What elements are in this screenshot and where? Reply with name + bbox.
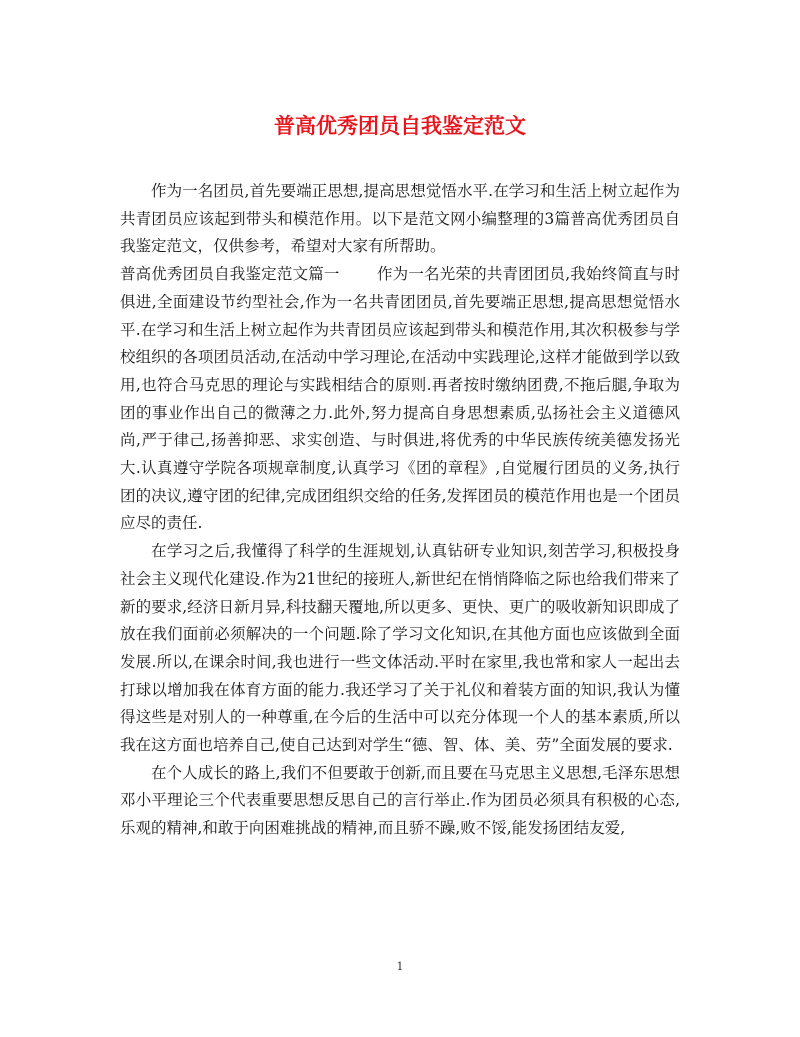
section-one-paragraph	[120, 261, 680, 538]
paragraph-study: 在学习之后,我懂得了科学的生涯规划,认真钻研专业知识,刻苦学习,积极投身社会主义现代化建设.作为21世纪的接班人,新世纪在悄悄降临之际也给我们带来了新的要求,经济日新月异,科技翻天覆地,所以更多、更快、更广的吸收新知识即成了放在我们面前必须解决的一个问题.除了学习文化知识,在其他方面也应该做到全面发展.所以,在课余时间,我也进行一些文体活动.平时在家里,我也常和家人一起出去打球以增加我在体育方面的能力.我还学习了关于礼仪和着装方面的知识,我认为懂得这些是对别人的一种尊重,在今后的生活中可以充分体现一个人的基本素质,所以我在这方面也培养自己,使自己达到对学生“德、智、体、美、劳”全面发展的要求.	[120, 542, 680, 755]
document-title: 普高优秀团员自我鉴定范文	[274, 113, 526, 138]
section-heading: 普高优秀团员自我鉴定范文篇一	[120, 265, 340, 284]
paragraph-growth: 在个人成长的路上,我们不但要敢于创新,而且要在马克思主义思想,毛泽东思想邓小平理论三个代表重要思想反思自己的言行举止.作为团员必须具有积极的心态,乐观的精神,和敢于向困难挑战的精神,而且骄不躁,败不馁,能发扬团结友爱,	[120, 763, 680, 838]
section-one-text: 作为一名光荣的共青团团员,我始终简直与时俱进,全面建设节约型社会,作为一名共青团团员,首先要端正思想,提高思想觉悟水平.在学习和生活上树立起作为共青团员应该起到带头和模范作用,其次积极参与学校组织的各项团员活动,在活动中学习理论,在活动中实践理论,这样才能做到学以致用,也符合马克思的理论与实践相结合的原则.再者按时缴纳团费,不拖后腿,争取为团的事业作出自己的微薄之力.此外,努力提高自身思想素质,弘扬社会主义道德风尚,严于律己,扬善抑恶、求实创造、与时俱进,将优秀的中华民族传统美德发扬光大.认真遵守学院各项规章制度,认真学习《团的章程》,自觉履行团员的义务,执行团的决议,遵守团的纪律,完成团组织交给的任务,发挥团员的模范作用也是一个团员应尽的责任.	[120, 265, 680, 533]
page-number: 1	[396, 960, 404, 973]
document-body	[120, 178, 680, 843]
intro-paragraph: 作为一名团员,首先要端正思想,提高思想觉悟水平.在学习和生活上树立起作为共青团员应该起到带头和模范作用。以下是范文网小编整理的3篇普高优秀团员自我鉴定范文，仅供参考，希望对大家有所帮助。	[120, 182, 680, 256]
